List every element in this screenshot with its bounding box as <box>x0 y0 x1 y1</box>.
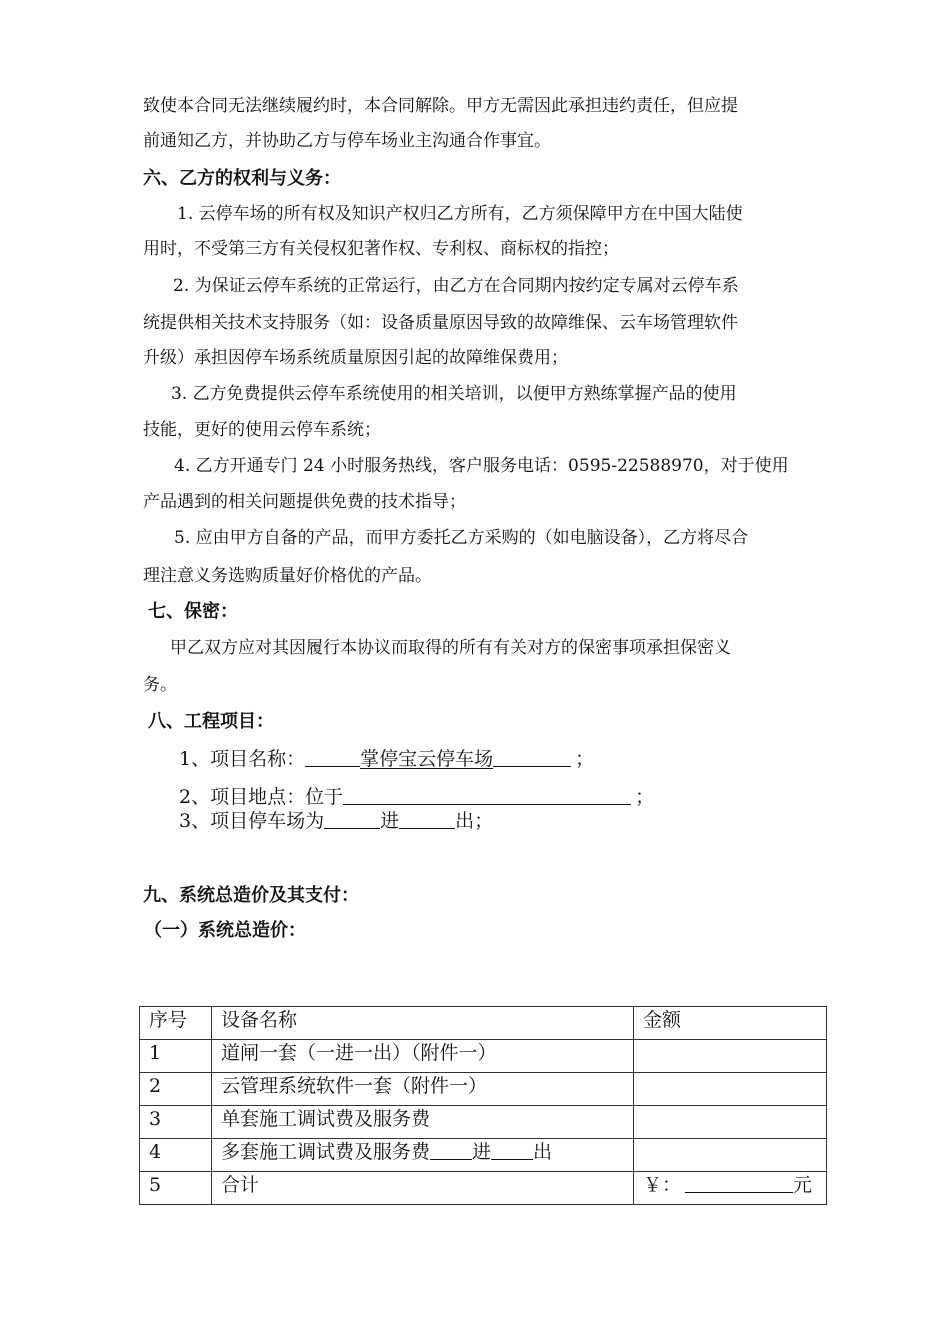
unit-label: 元 <box>793 1174 813 1196</box>
table-row <box>140 1106 827 1139</box>
cell-name: 云管理系统软件一套（附件一） <box>212 1073 634 1106</box>
project-location-line <box>179 786 654 807</box>
cell-name: 单套施工调试费及服务费 <box>212 1106 634 1139</box>
cell-name: 合计 <box>212 1172 634 1205</box>
table-row <box>140 1073 827 1106</box>
blank-underline <box>493 748 571 767</box>
table-row <box>140 1172 827 1205</box>
paragraph-line: 用时，不受第三方有关侵权犯著作权、专利权、商标权的指控； <box>143 239 619 259</box>
project-location-label: 2、项目地点：位于 <box>179 786 344 808</box>
paragraph-line: 务。 <box>143 675 177 695</box>
exit-label: 出 <box>533 1141 553 1163</box>
paragraph-line: 4. 乙方开通专门 24 小时服务热线，客户服务电话：0595-22588970，对于使用 <box>174 456 789 476</box>
project-name-label: 1、项目名称： <box>179 748 306 770</box>
price-table <box>139 1006 827 1205</box>
table-header-row <box>140 1007 827 1040</box>
blank-underline <box>430 1141 472 1160</box>
paragraph-line: 1. 云停车场的所有权及知识产权归乙方所有，乙方须保障甲方在中国大陆使 <box>177 204 743 224</box>
cell-name-text: 多套施工调试费及服务费 <box>221 1141 431 1163</box>
cell-amount <box>634 1139 827 1172</box>
table-row <box>140 1139 827 1172</box>
paragraph-line: 致使本合同无法继续履约时，本合同解除。甲方无需因此承担违约责任，但应提 <box>143 96 738 116</box>
section-6-title: 六、乙方的权利与义务： <box>143 168 341 189</box>
cell-no: 5 <box>140 1172 212 1205</box>
blank-underline <box>305 748 360 767</box>
blank-underline <box>491 1141 533 1160</box>
cell-amount <box>634 1040 827 1073</box>
paragraph-line: 5. 应由甲方自备的产品，而甲方委托乙方采购的（如电脑设备），乙方将尽合 <box>174 528 749 548</box>
paragraph-line: 2. 为保证云停车系统的正常运行，由乙方在合同期内按约定专属对云停车系 <box>173 276 739 296</box>
paragraph-line: 技能，更好的使用云停车系统； <box>143 420 381 440</box>
project-parking-line <box>179 810 493 831</box>
blank-underline <box>685 1174 793 1193</box>
header-amount: 金额 <box>634 1007 827 1040</box>
paragraph-line: 理注意义务选购质量好价格优的产品。 <box>143 566 432 586</box>
cell-amount <box>634 1073 827 1106</box>
punctuation: ； <box>635 786 655 808</box>
cell-name <box>212 1139 634 1172</box>
paragraph-line: 3. 乙方免费提供云停车系统使用的相关培训，以便甲方熟练掌握产品的使用 <box>171 384 737 404</box>
cell-no: 4 <box>140 1139 212 1172</box>
cell-name: 道闸一套（一进一出）（附件一） <box>212 1040 634 1073</box>
cell-no: 2 <box>140 1073 212 1106</box>
section-9-title: 九、系统总造价及其支付： <box>143 885 359 906</box>
section-9-subtitle: （一）系统总造价： <box>144 920 306 941</box>
punctuation: ； <box>575 748 595 770</box>
project-name-line <box>179 748 594 769</box>
paragraph-line: 统提供相关技术支持服务（如：设备质量原因导致的故障维保、云车场管理软件 <box>143 313 738 333</box>
paragraph-line: 升级）承担因停车场系统质量原因引起的故障维保费用； <box>143 348 568 368</box>
paragraph-line: 甲乙双方应对其因履行本协议而取得的所有有关对方的保密事项承担保密义 <box>170 638 731 658</box>
project-name-value: 掌停宝云停车场 <box>360 748 494 770</box>
table-row <box>140 1040 827 1073</box>
cell-amount <box>634 1106 827 1139</box>
cell-no: 3 <box>140 1106 212 1139</box>
blank-underline <box>399 810 455 829</box>
exit-label: 出； <box>455 810 494 832</box>
paragraph-line: 产品遇到的相关问题提供免费的技术指导； <box>143 492 466 512</box>
blank-underline <box>324 810 380 829</box>
header-no: 序号 <box>140 1007 212 1040</box>
section-7-title: 七、保密： <box>148 601 238 622</box>
entry-label: 进 <box>380 810 400 832</box>
cell-no: 1 <box>140 1040 212 1073</box>
currency-label: ￥： <box>643 1174 682 1196</box>
section-8-title: 八、工程项目： <box>148 711 274 732</box>
header-name: 设备名称 <box>212 1007 634 1040</box>
entry-label: 进 <box>472 1141 492 1163</box>
project-parking-label: 3、项目停车场为 <box>179 810 325 832</box>
blank-underline <box>343 786 631 805</box>
paragraph-line: 前通知乙方，并协助乙方与停车场业主沟通合作事宜。 <box>143 131 551 151</box>
cell-amount-total <box>634 1172 827 1205</box>
